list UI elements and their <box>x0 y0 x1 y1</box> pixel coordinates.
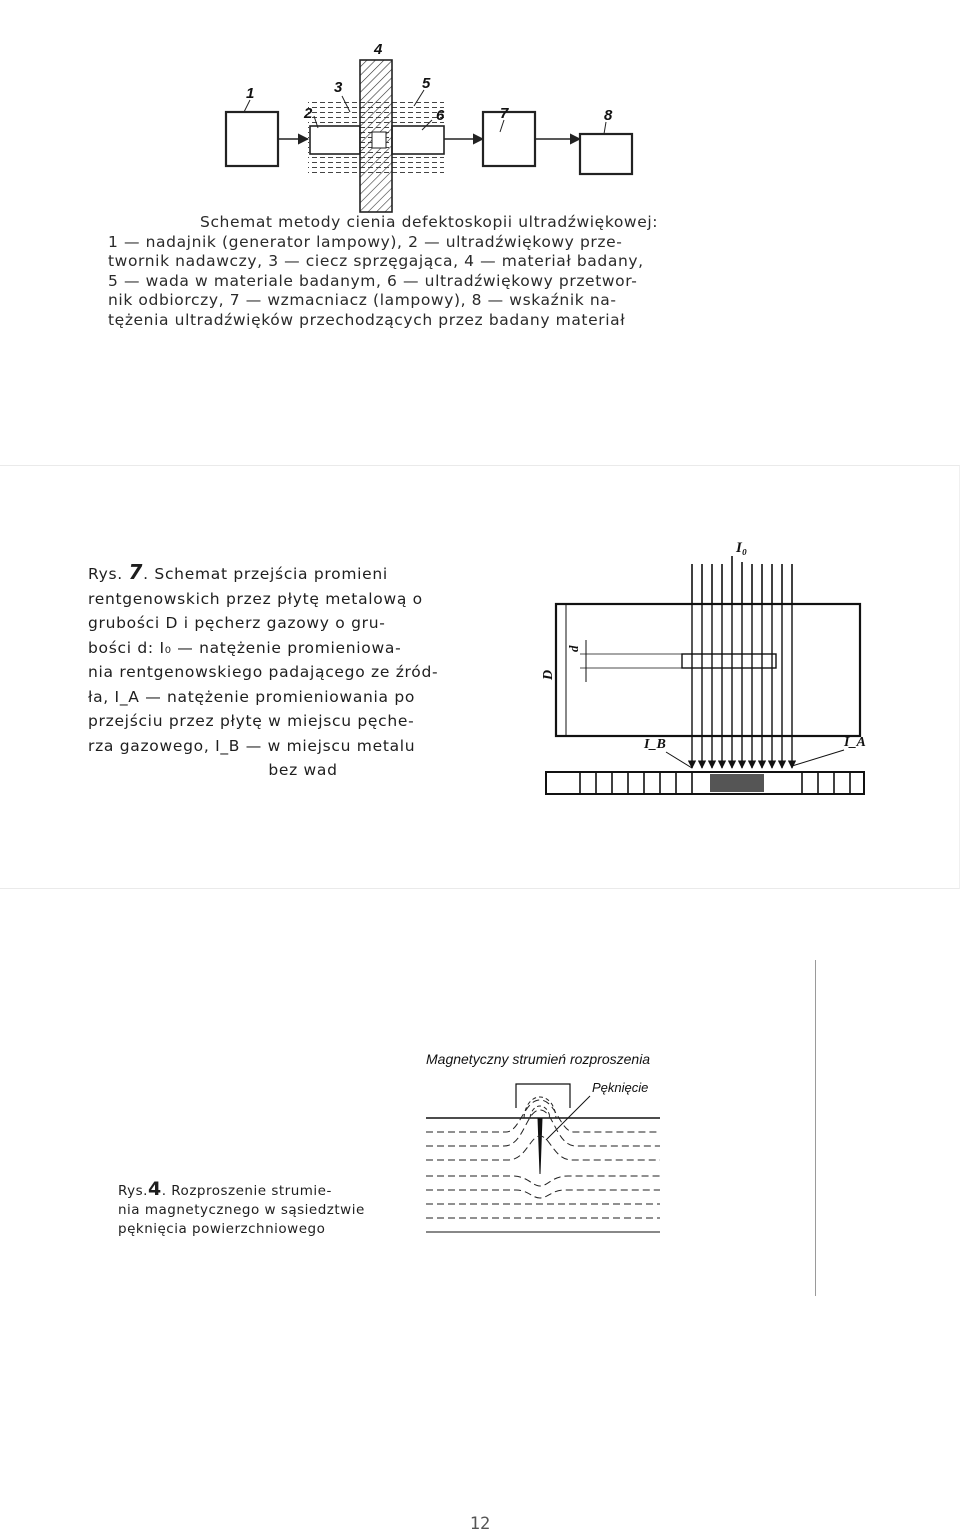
page-number: 12 <box>469 1514 491 1534</box>
caption-line: twornik nadawczy, 3 — ciecz sprzęgająca, 4 — materiał badany, <box>108 252 644 270</box>
xray-plate-diagram <box>540 536 880 816</box>
caption-prefix: Rys. <box>118 1183 148 1199</box>
label-3: 3 <box>334 79 343 96</box>
label-thickness-D: D <box>541 669 556 680</box>
caption-line: tężenia ultradźwięków przechodzących przez badany materiał <box>108 310 626 329</box>
material-defect <box>372 132 386 148</box>
ultrasonic-schematic-diagram <box>200 40 660 220</box>
caption-line: 5 — wada w materiale badanym, 6 — ultradźwiękowy przetwor- <box>108 271 638 290</box>
crack-label: Pęknięcie <box>592 1080 649 1095</box>
caption-line: nik odbiorczy, 7 — wzmacniacz (lampowy), 8 — wskaźnik na- <box>108 291 617 309</box>
caption-line: przejściu przez płytę w miejscu pęche- <box>88 712 415 730</box>
magnetic-flux-diagram <box>420 1040 680 1250</box>
label-5: 5 <box>422 75 431 92</box>
block-indicator <box>580 134 632 174</box>
caption-line: nia magnetycznego w sąsiedztwie <box>118 1202 365 1218</box>
label-ib: I_B <box>644 737 666 752</box>
label-7: 7 <box>500 105 509 122</box>
caption-line: bości d: I₀ — natężenie promieniowa- <box>88 638 402 657</box>
caption-line: ła, I_A — natężenie promieniowania po <box>88 687 416 706</box>
label-8: 8 <box>604 107 613 124</box>
label-1: 1 <box>246 85 255 102</box>
block-amplifier <box>483 112 535 166</box>
label-4: 4 <box>374 41 383 58</box>
label-i0: I₀ <box>736 540 748 556</box>
caption-line: 1 — nadajnik (generator lampowy), 2 — ultradźwiękowy prze- <box>108 232 623 251</box>
figure3-caption <box>118 1180 388 1239</box>
figure-xray-passage <box>0 465 960 889</box>
label-2: 2 <box>304 105 313 122</box>
caption-line: rentgenowskich przez płytę metalową o <box>88 589 423 608</box>
caption-line <box>118 1180 388 1201</box>
caption-line: grubości D i pęcherz gazowy o gru- <box>88 614 386 632</box>
block-generator <box>226 112 278 166</box>
caption-text: . Rozproszenie strumie- <box>161 1183 332 1199</box>
caption-line <box>88 560 518 587</box>
film-exposed-region <box>710 774 764 792</box>
film-strip <box>546 772 864 794</box>
figure-number: 7 <box>128 560 144 584</box>
label-6: 6 <box>436 107 445 124</box>
caption-line: bez wad <box>268 761 338 779</box>
label-bubble-d: d <box>566 645 581 652</box>
label-ia: I_A <box>844 735 866 750</box>
caption-prefix: Rys. <box>88 565 123 583</box>
figure-ultrasonic-shadow-method <box>0 0 960 465</box>
figure1-caption <box>108 213 768 330</box>
caption-line: nia rentgenowskiego padającego ze źród- <box>88 663 439 681</box>
figure2-caption <box>88 560 518 783</box>
receiver-transducer <box>392 126 444 154</box>
figure-magnetic-flux-leakage <box>0 890 960 1360</box>
caption-text: . Schemat przejścia promieni <box>143 565 388 583</box>
diagram-title: Magnetyczny strumień rozproszenia <box>426 1051 651 1067</box>
scan-border-line <box>815 960 816 1296</box>
figure-number: 4 <box>147 1178 162 1200</box>
caption-line: pęknięcia powierzchniowego <box>118 1221 326 1237</box>
caption-line: Schemat metody cienia defektoskopii ultradźwiękowej: <box>200 213 659 231</box>
caption-line: rza gazowego, I_B — w miejscu metalu <box>88 736 416 755</box>
transmitter-transducer <box>310 126 360 154</box>
metal-plate <box>556 604 860 736</box>
